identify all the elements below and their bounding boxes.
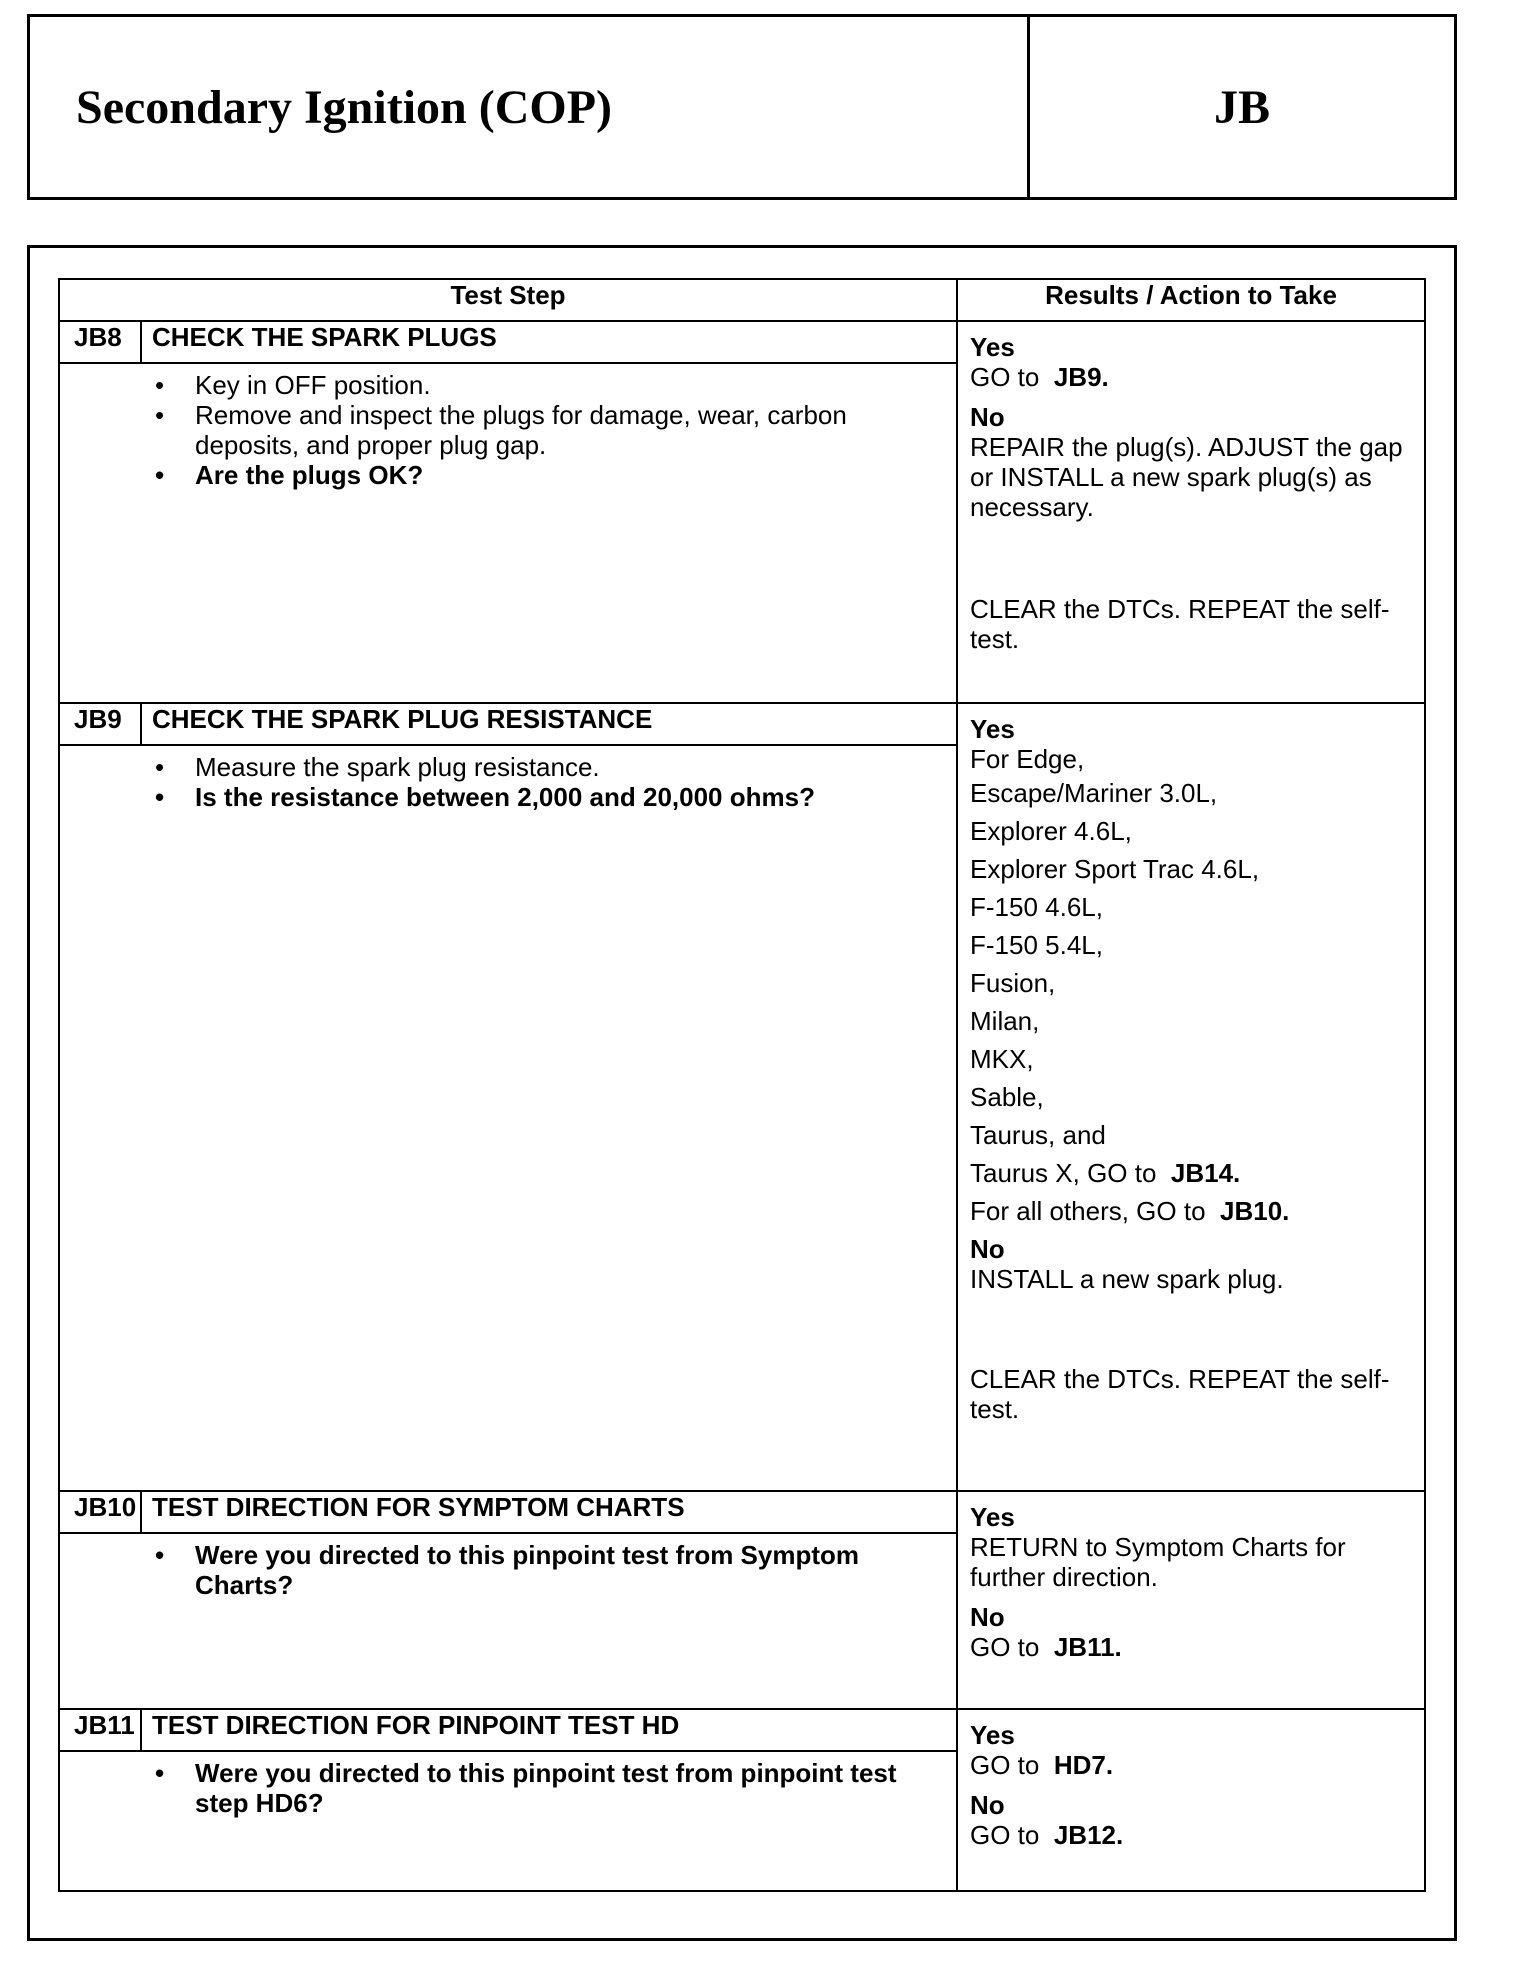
col-header-test-step: Test Step xyxy=(59,279,957,321)
no-label: No xyxy=(970,402,1005,432)
step-title: CHECK THE SPARK PLUGS xyxy=(141,321,957,363)
list-item: • Is the resistance between 2,000 and 20,000 ohms? xyxy=(141,782,926,812)
list-item: Sable, xyxy=(970,1082,1044,1112)
step-results xyxy=(957,1709,1425,1891)
yes-label: Yes xyxy=(970,332,1015,362)
section-code: JB xyxy=(1213,80,1270,134)
list-item: • Are the plugs OK? xyxy=(141,460,926,490)
link-code: JB10. xyxy=(1220,1196,1290,1226)
no-label: No xyxy=(970,1602,1005,1632)
list-item: F-150 5.4L, xyxy=(970,930,1103,960)
list-item: • Remove and inspect the plugs for damage, wear, carbon deposits, and proper plug gap. xyxy=(141,400,926,460)
step-results xyxy=(957,703,1425,1491)
list-item: Milan, xyxy=(970,1006,1040,1036)
yes-text: GO to xyxy=(970,1750,1040,1780)
list-item: • Were you directed to this pinpoint test from pinpoint test step HD6? xyxy=(141,1758,926,1818)
step-id: JB10 xyxy=(59,1491,141,1533)
list-item: Taurus, and xyxy=(970,1120,1106,1150)
list-item: • Key in OFF position. xyxy=(141,370,926,400)
yes-text: RETURN to Symptom Charts for further direction. xyxy=(970,1532,1346,1592)
yes-label: Yes xyxy=(970,714,1015,744)
step-results xyxy=(957,321,1425,703)
step-title: CHECK THE SPARK PLUG RESISTANCE xyxy=(141,703,957,745)
step-body xyxy=(141,1533,957,1709)
list-item: Explorer Sport Trac 4.6L, xyxy=(970,854,1260,884)
step-body xyxy=(141,1751,957,1891)
yes-link-code: HD7. xyxy=(1053,1750,1114,1780)
no-text: GO to xyxy=(970,1820,1040,1850)
no-label: No xyxy=(970,1234,1005,1264)
list-item: MKX, xyxy=(970,1044,1034,1074)
step-body xyxy=(141,363,957,703)
no-text: INSTALL a new spark plug. xyxy=(970,1264,1284,1294)
yes-label: Yes xyxy=(970,1720,1015,1750)
list-item: • Measure the spark plug resistance. xyxy=(141,752,926,782)
others-line: For all others, GO to JB10. xyxy=(970,1196,1290,1226)
step-id: JB11 xyxy=(59,1709,141,1751)
step-row-jb10 xyxy=(59,1491,1425,1533)
no-text: REPAIR the plug(s). ADJUST the gap or INSTALL a new spark plug(s) as necessary. xyxy=(970,432,1403,522)
col-header-results: Results / Action to Take xyxy=(957,279,1425,321)
step-row-jb9 xyxy=(59,703,1425,745)
list-item: Explorer 4.6L, xyxy=(970,816,1132,846)
test-step-table xyxy=(58,278,1426,1892)
step-id: JB9 xyxy=(59,703,141,745)
step-title: TEST DIRECTION FOR PINPOINT TEST HD xyxy=(141,1709,957,1751)
step-body xyxy=(141,745,957,1491)
yes-label: Yes xyxy=(970,1502,1015,1532)
yes-link-code: JB9. xyxy=(1053,362,1109,392)
list-item: For Edge, xyxy=(970,744,1085,774)
no-link-code: JB11. xyxy=(1053,1632,1122,1662)
page-header xyxy=(27,14,1457,200)
no-text: GO to xyxy=(970,1632,1040,1662)
no-link-code: JB12. xyxy=(1053,1820,1124,1850)
list-item: F-150 4.6L, xyxy=(970,892,1103,922)
step-results xyxy=(957,1491,1425,1709)
no-label: No xyxy=(970,1790,1005,1820)
step-row-jb11 xyxy=(59,1709,1425,1751)
list-item: Fusion, xyxy=(970,968,1056,998)
table-header-row xyxy=(59,279,1425,321)
step-id: JB8 xyxy=(59,321,141,363)
list-item: Escape/Mariner 3.0L, xyxy=(970,778,1218,808)
step-row-jb8 xyxy=(59,321,1425,363)
no-extra-text: CLEAR the DTCs. REPEAT the self-test. xyxy=(970,594,1390,654)
yes-last-line: Taurus X, GO to JB14. xyxy=(970,1158,1241,1188)
list-item: • Were you directed to this pinpoint test from Symptom Charts? xyxy=(141,1540,926,1600)
link-code: JB14. xyxy=(1170,1158,1241,1188)
page-title: Secondary Ignition (COP) xyxy=(30,17,1030,197)
step-title: TEST DIRECTION FOR SYMPTOM CHARTS xyxy=(141,1491,957,1533)
no-extra-text: CLEAR the DTCs. REPEAT the self-test. xyxy=(970,1364,1390,1424)
yes-text: GO to xyxy=(970,362,1040,392)
